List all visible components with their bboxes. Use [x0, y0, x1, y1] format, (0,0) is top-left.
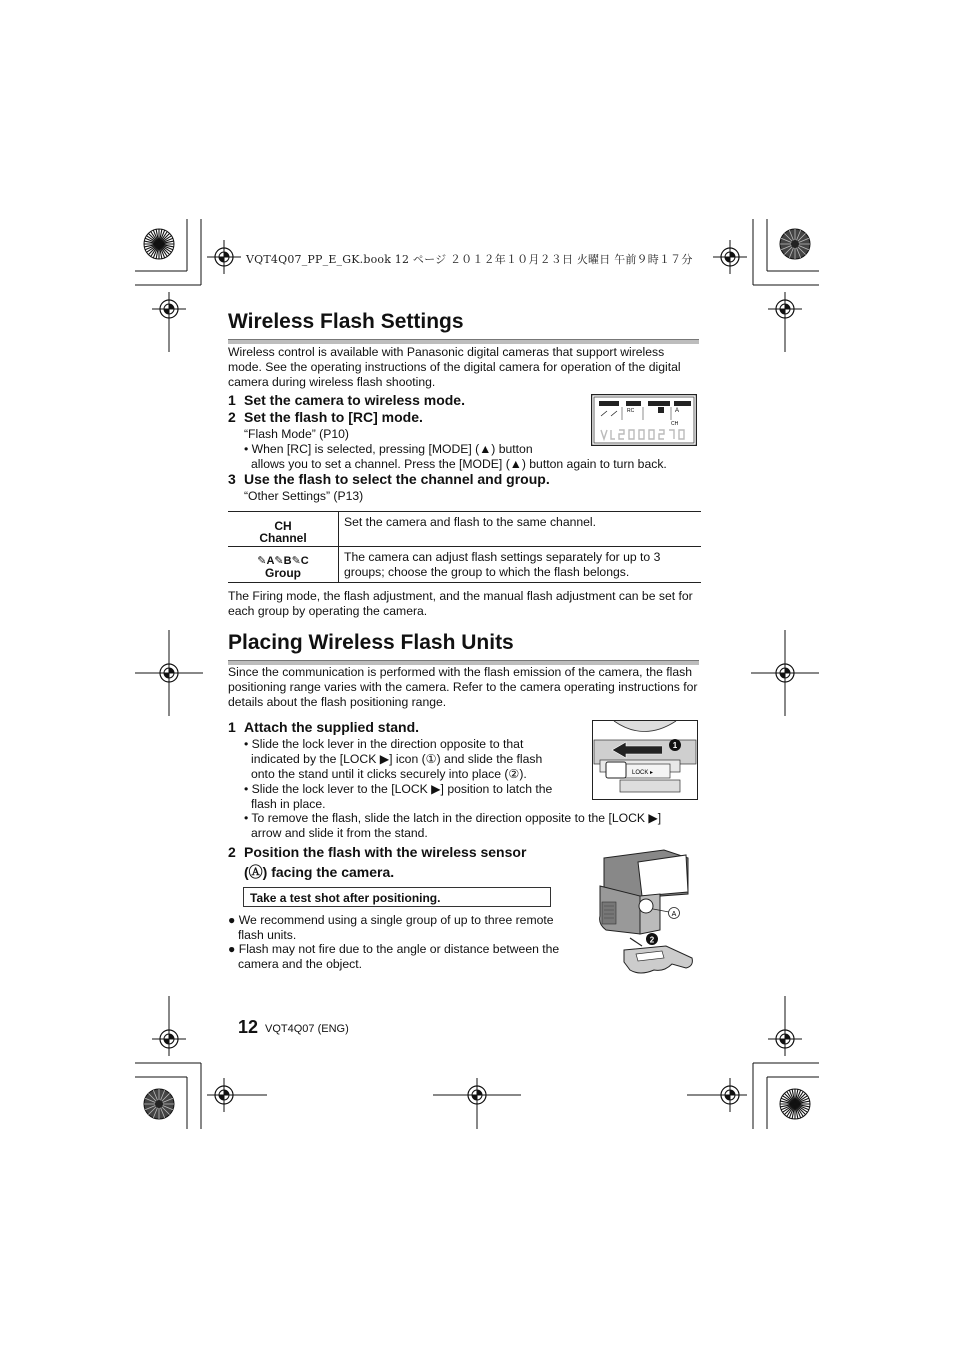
- section-rule: [228, 339, 699, 344]
- table-row-channel: [228, 512, 701, 547]
- rc-mode-note: • When [RC] is selected, pressing [MODE] (▲) button: [244, 442, 533, 456]
- attach-bullet-2: • Slide the lock lever to the [LOCK ▶] position to latch the flash in place.: [244, 782, 553, 811]
- note-single-group: ● We recommend using a single group of up to three remote flash units.: [228, 913, 554, 942]
- flash-on-stand-illustration: [594, 846, 698, 980]
- step-select-channel-group: 3 Use the flash to select the channel and group.: [228, 471, 550, 487]
- section-title-wireless-flash-settings: Wireless Flash Settings: [228, 310, 464, 333]
- document-code: VQT4Q07 (ENG): [265, 1023, 349, 1035]
- print-header: VQT4Q07_PP_E_GK.book 12 ページ ２０１２年１０月２３日 火曜日 午前９時１７分: [246, 253, 693, 266]
- rc-mode-note-cont: allows you to set a channel. Press the [MODE] (▲) button again to turn back.: [251, 457, 667, 471]
- step-set-flash-rc: 2 Set the flash to [RC] mode.: [228, 409, 423, 425]
- group-icon: ✎A✎B✎C: [257, 555, 309, 567]
- channel-label: Channel: [259, 531, 307, 545]
- step-attach-stand: 1 Attach the supplied stand.: [228, 719, 420, 735]
- lock-lever-illustration: [592, 720, 698, 800]
- step-position-flash-cont: (Ⓐ) facing the camera.: [244, 864, 395, 880]
- callout-2: 2: [649, 935, 655, 945]
- callout-a: A: [671, 911, 677, 918]
- attach-bullet-3: • To remove the flash, slide the latch in the direction opposite to the [LOCK ▶] arrow and slide it from the stand.: [244, 811, 662, 840]
- intro-paragraph: Wireless control is available with Panasonic digital cameras that support wireless mode. See the operating instructions of the digital camera for operation of the digital camera during wireless flash shooting.: [228, 345, 681, 389]
- flash-lcd-illustration: [591, 394, 697, 446]
- channel-icon: CH: [274, 519, 292, 533]
- page-number: 12: [238, 1017, 259, 1037]
- callout-1: 1: [672, 741, 678, 750]
- channel-description: Set the camera and flash to the same channel.: [339, 512, 702, 547]
- lock-label: LOCK ▸: [632, 770, 654, 776]
- note-may-not-fire: ● Flash may not fire due to the angle or distance between the camera and the object.: [228, 942, 560, 971]
- step-set-camera-wireless: 1 Set the camera to wireless mode.: [228, 392, 465, 408]
- group-cell: [228, 547, 339, 583]
- other-settings-reference: “Other Settings” (P13): [244, 489, 364, 503]
- lcd-a-label: A: [675, 408, 680, 414]
- attach-bullet-1: • Slide the lock lever in the direction opposite to that indicated by the [LOCK ▶] icon (①) and slide the flash onto the stand until it clicks securely into place (②).: [244, 737, 543, 781]
- channel-group-table: [228, 511, 701, 583]
- firing-mode-note: The Firing mode, the flash adjustment, and the manual flash adjustment can be set for each group by operating the camera.: [228, 589, 693, 618]
- test-shot-box: Take a test shot after positioning.: [243, 887, 551, 907]
- placement-intro: Since the communication is performed with the flash emission of the camera, the flash positioning range varies with the camera. Refer to the camera operating instructions for details about the flash positioning range.: [228, 665, 698, 709]
- step-position-flash: 2 Position the flash with the wireless sensor: [228, 844, 527, 860]
- table-row-group: [228, 547, 701, 583]
- group-description: The camera can adjust flash settings separately for up to 3 groups; choose the group to which the flash belongs.: [339, 547, 702, 583]
- flash-mode-reference: “Flash Mode” (P10): [244, 427, 349, 441]
- section-title-placing-wireless-flash: Placing Wireless Flash Units: [228, 631, 514, 654]
- lcd-ch-label: CH: [671, 421, 679, 427]
- group-label: Group: [265, 566, 301, 580]
- lcd-rc-label: RC: [627, 408, 635, 414]
- channel-cell: [228, 512, 339, 547]
